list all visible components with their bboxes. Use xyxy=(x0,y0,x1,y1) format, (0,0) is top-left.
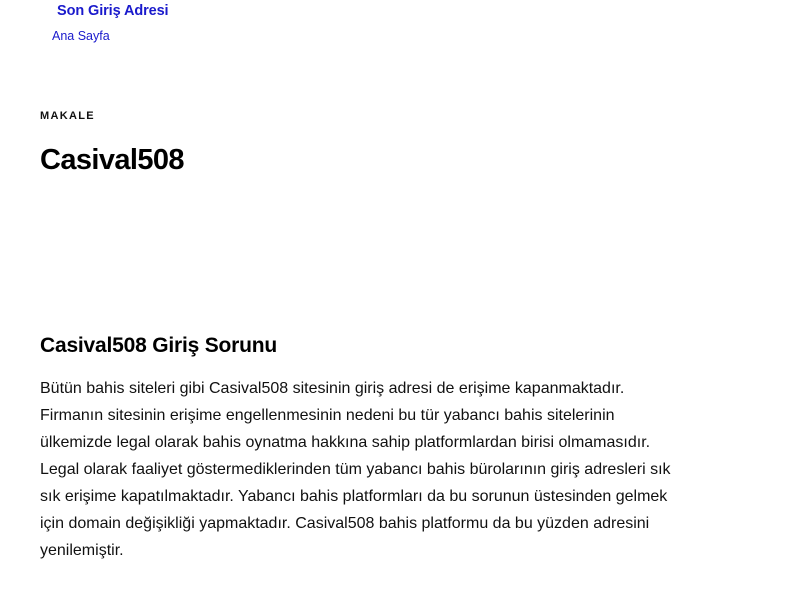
paragraph-line: ülkemizde legal olarak bahis oynatma hakkına sahip platformlardan birisi olmamasıdır. xyxy=(40,434,651,451)
paragraph-line: yenilemiştir. xyxy=(40,542,124,559)
paragraph-line: Firmanın sitesinin erişime engellenmesinin nedeni bu tür yabancı bahis sitelerinin xyxy=(40,407,615,424)
paragraph-line: sık erişime kapatılmaktadır. Yabancı bahis platformları da bu sorunun üstesinden gelmek xyxy=(40,488,668,505)
site-header xyxy=(0,0,800,60)
paragraph-line: için domain değişikliği yapmaktadır. Casival508 bahis platformu da bu yüzden adresini xyxy=(40,515,650,532)
article-paragraph xyxy=(40,375,740,564)
paragraph-line: Bütün bahis siteleri gibi Casival508 sitesinin giriş adresi de erişime kapanmaktadır. xyxy=(40,380,625,397)
paragraph-line: Legal olarak faaliyet göstermediklerinden tüm yabancı bahis bürolarının giriş adresleri sık xyxy=(40,461,671,478)
site-title-link[interactable]: Son Giriş Adresi xyxy=(57,3,169,19)
section-heading: Casival508 Giriş Sorunu xyxy=(40,334,278,357)
nav-item-home[interactable]: Ana Sayfa xyxy=(52,29,110,43)
article-category[interactable]: MAKALE xyxy=(40,110,95,122)
page-title: Casival508 xyxy=(40,144,184,176)
